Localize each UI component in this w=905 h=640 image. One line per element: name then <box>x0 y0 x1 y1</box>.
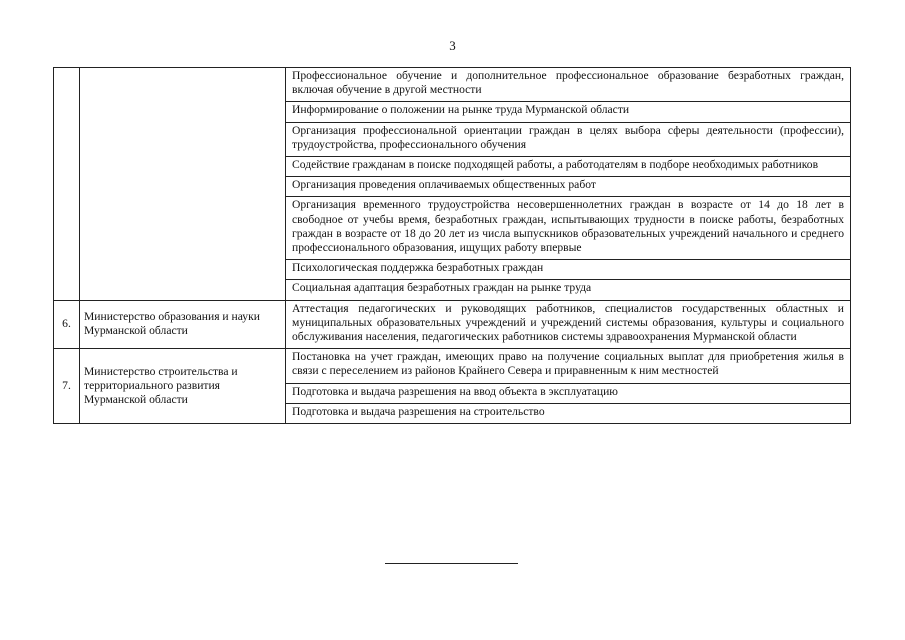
service-item: Содействие гражданам в поиске подходящей работы, а работодателям в подборе необходимых работников <box>286 157 851 177</box>
service-item: Подготовка и выдача разрешения на ввод объекта в эксплуатацию <box>286 383 851 403</box>
service-item: Подготовка и выдача разрешения на строительство <box>286 403 851 423</box>
row-number: 6. <box>54 300 80 349</box>
closing-divider-line <box>385 563 518 564</box>
service-item: Организация проведения оплачиваемых общественных работ <box>286 177 851 197</box>
service-item: Организация временного трудоустройства несовершеннолетних граждан в возрасте от 14 до 18 лет в свободное от учебы время, безработных граждан, испытывающих трудности в поиске работы, безработных граждан в возрасте от 18 до 20 лет из числа выпускников образовательных учреждений начального и среднего профессионального образования, ищущих работу впервые <box>286 197 851 260</box>
service-item: Постановка на учет граждан, имеющих право на получение социальных выплат для приобретения жилья в связи с переселением из районов Крайнего Севера и приравненным к ним местностей <box>286 349 851 383</box>
table-row <box>54 349 851 383</box>
organization-name: Министерство строительства и территориального развития Мурманской области <box>80 349 286 424</box>
organization-name: Министерство образования и науки Мурманской области <box>80 300 286 349</box>
page-number: 3 <box>449 38 456 53</box>
row-number <box>54 68 80 301</box>
service-item: Организация профессиональной ориентации граждан в целях выбора сферы деятельности (профессии), трудоустройства, профессионального обучения <box>286 122 851 156</box>
service-item: Профессиональное обучение и дополнительное профессиональное образование безработных граждан, включая обучение в другой местности <box>286 68 851 102</box>
service-item: Социальная адаптация безработных граждан на рынке труда <box>286 280 851 300</box>
service-item: Информирование о положении на рынке труда Мурманской области <box>286 102 851 122</box>
table-row <box>54 68 851 102</box>
organization-name <box>80 68 286 301</box>
table-row <box>54 300 851 349</box>
row-number: 7. <box>54 349 80 424</box>
service-item: Аттестация педагогических и руководящих работников, специалистов государственных областных и муниципальных образовательных учреждений и учреждений системы образования, культуры и социального обслуживания населения, педагогических работников системы здравоохранения Мурманской области <box>286 300 851 349</box>
services-table <box>53 67 851 424</box>
service-item: Психологическая поддержка безработных граждан <box>286 260 851 280</box>
